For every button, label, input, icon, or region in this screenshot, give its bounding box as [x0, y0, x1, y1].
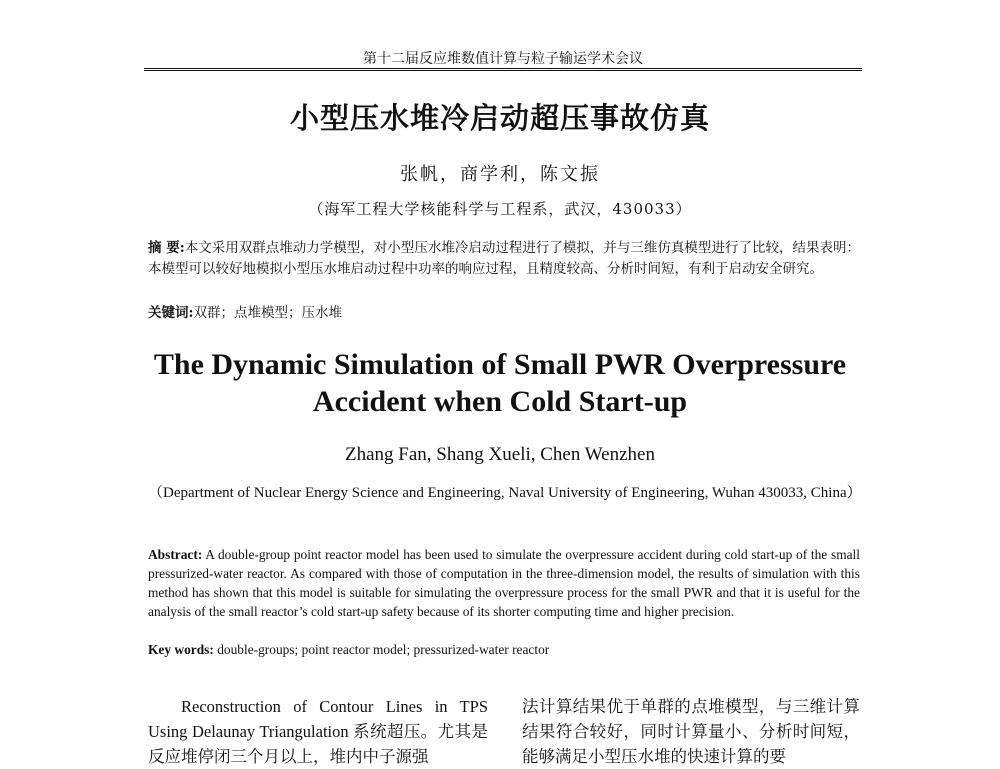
body-right-column: 法计算结果优于单群的点堆模型，与三维计算结果符合较好，同时计算量小、分析时间短，能够满足小型压水堆的快速计算的要 — [522, 697, 860, 766]
conference-name: 第十二届反应堆数值计算与粒子输运学术会议 — [363, 51, 643, 67]
chinese-abstract — [148, 238, 860, 280]
chinese-keywords — [148, 303, 860, 324]
running-header — [144, 8, 862, 71]
english-abstract-text: A double-group point reactor model has been used to simulate the overpressure accident during cold start-up of the small pressurized-water reactor. As compared with those of computation in the three-dimension model, the results of simulation with this method has shown that this model is suitable for simulating the overpressure process for the small PWR and that it is useful for the analysis of the small reactor’s cold start-up safety because of its shorter computing time and higher precision. — [148, 547, 860, 619]
chinese-keywords-label: 关键词: — [148, 305, 194, 321]
chinese-keywords-text: 双群；点堆模型；压水堆 — [193, 305, 342, 321]
chinese-title: 小型压水堆冷启动超压事故仿真 — [289, 101, 710, 135]
english-keywords-text: double-groups; point reactor model; pressurized-water reactor — [217, 642, 550, 657]
chinese-abstract-label: 摘 要: — [148, 240, 185, 256]
english-authors: Zhang Fan, Shang Xueli, Chen Wenzhen — [345, 444, 655, 465]
english-abstract-label: Abstract: — [148, 547, 203, 562]
english-title-line-2: Accident when Cold Start-up — [312, 385, 688, 418]
english-affiliation: （Department of Nuclear Energy Science and Engineering, Naval University of Engineering, Wuhan 430033, China） — [148, 485, 862, 501]
chinese-authors: 张帆，商学利，陈文振 — [400, 164, 600, 185]
chinese-affiliation: （海军工程大学核能科学与工程系，武汉，430033） — [308, 200, 692, 218]
english-title — [0, 346, 1000, 420]
chinese-abstract-text: 本文采用双群点堆动力学模型，对小型压水堆冷启动过程进行了模拟，并与三维仿真模型进行了比较，结果表明：本模型可以较好地模拟小型压水堆启动过程中功率的响应过程，且精度较高、分析时间短，有利于启动安全研究。 — [148, 240, 860, 277]
english-abstract — [148, 545, 860, 621]
english-keywords-label: Key words: — [148, 642, 214, 657]
english-title-line-1: The Dynamic Simulation of Small PWR Overpressure — [153, 348, 847, 381]
english-keywords — [148, 640, 860, 659]
body-left-column: Reconstruction of Contour Lines in TPS Using Delaunay Triangulation 系统超压。尤其是反应堆停闭三个月以上，堆内中子源强 — [148, 697, 488, 766]
